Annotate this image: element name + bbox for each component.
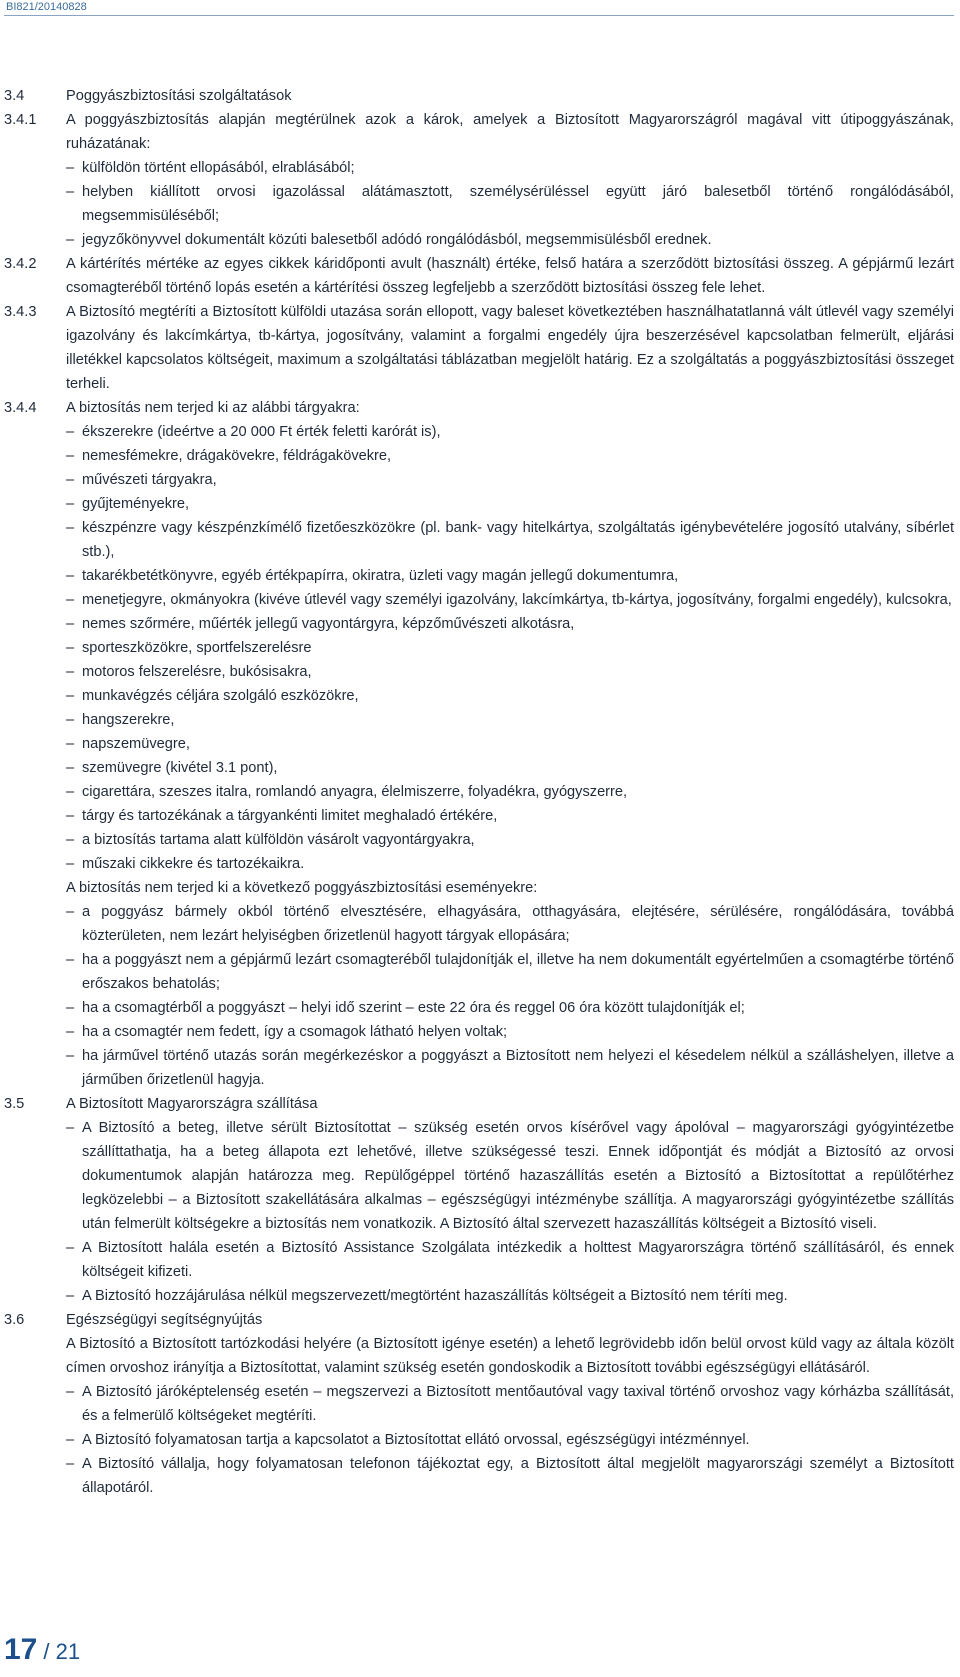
dash-bullet: – (66, 1288, 75, 1304)
dash-bullet: – (66, 760, 75, 776)
page-footer (4, 1633, 80, 1667)
list-item-text: ha járművel történő utazás során megérkezéskor a poggyászt a Biztosított nem helyezi el késedelem nélkül a szálláshelyen, illetve a járműben őrizetlenül hagyja. (82, 1048, 954, 1088)
document-body (4, 84, 954, 1500)
list-item-text: hangszerekre, (82, 712, 175, 728)
list-item (4, 708, 954, 732)
dash-bullet: – (66, 1384, 75, 1400)
section-heading (4, 1308, 954, 1332)
list-item (4, 828, 954, 852)
list-item (4, 516, 954, 564)
list-item-text: a biztosítás tartama alatt külföldön vásárolt vagyontárgyakra, (82, 832, 475, 848)
section-text: A poggyászbiztosítás alapján megtérülnek azok a károk, amelyek a Biztosított Magyarországról magával vitt útipoggyászának, ruházatának: (66, 112, 954, 152)
list-item-text: a poggyász bármely okból történő elvesztésére, elhagyására, otthagyására, elejtésére, sérülésére, rongálódására, továbbá közterületen, nem lezárt helyiségben őrizetlenül hagyott tárgyak ellopására; (82, 904, 954, 944)
list-item (4, 1284, 954, 1308)
list-item-text: A Biztosító hozzájárulása nélkül megszervezett/megtörtént hazaszállítás költségeit a Biztosító nem téríti meg. (82, 1288, 788, 1304)
dash-bullet: – (66, 736, 75, 752)
paragraph: A Biztosító a Biztosított tartózkodási helyére (a Biztosított igénye esetén) a lehető legrövidebb időn belül orvost küld vagy az általa közölt címen orvoshoz irányítja a Biztosítottat, valamint szükség esetén gondoskodik a Biztosított további egészségügyi ellátásáról. (66, 1336, 954, 1376)
dash-bullet: – (66, 520, 75, 536)
list-item (4, 420, 954, 444)
list-item-text: menetjegyre, okmányokra (kivéve útlevél vagy személyi igazolvány, lakcímkártya, tb-kártya, jogosítvány, forgalmi engedély), kulcsokra, (82, 592, 952, 608)
dash-bullet: – (66, 1048, 75, 1064)
dash-bullet: – (66, 808, 75, 824)
section-text: A kártérítés mértéke az egyes cikkek káridőponti avult (használt) értéke, felső határa a szerződött biztosítási összeg. A gépjármű lezárt csomagteréből történő lopás esetén a kártérítési összeg legfeljebb a szerződött biztosítási összeg fele lehet. (66, 256, 954, 296)
list-item-text: munkavégzés céljára szolgáló eszközökre, (82, 688, 359, 704)
dash-bullet: – (66, 712, 75, 728)
document-code: BI821/20140828 (6, 1, 87, 13)
list-item-text: jegyzőkönyvvel dokumentált közúti balesetből adódó rongálódásból, megsemmisülésből erednek. (82, 232, 712, 248)
dash-bullet: – (66, 904, 75, 920)
list-item-text: A Biztosító folyamatosan tartja a kapcsolatot a Biztosítottat ellátó orvossal, egészségügyi intézménnyel. (82, 1432, 750, 1448)
list-item (4, 684, 954, 708)
list-item-text: A Biztosító a beteg, illetve sérült Biztosítottat – szükség esetén orvos kísérővel vagy ápolóval – magyarországi gyógyintézetbe szállíttathatja, ha a beteg állapota ezt lehetővé, illetve szükségessé teszi. Ennek időpontját és módját a Biztosító az orvosi dokumentumok alapján határozza meg. Repülőgéppel történő hazaszállítás esetén a Biztosító a Biztosítottat a repülőtérhez legközelebbi – a Biztosított szakellátására alkalmas – egészségügyi intézménybe szállítja. A magyarországi gyógyintézetbe szállítás után felmerült költségekre a biztosítás nem vonatkozik. A Biztosító által szervezett hazaszállítás költségeit a Biztosító viseli. (82, 1120, 954, 1232)
dash-bullet: – (66, 640, 75, 656)
section-heading (4, 300, 954, 396)
list-item-text: ha a csomagtér nem fedett, így a csomagok látható helyen voltak; (82, 1024, 508, 1040)
list-item-text: ha a csomagtérből a poggyászt – helyi idő szerint – este 22 óra és reggel 06 óra között tulajdonítják el; (82, 1000, 745, 1016)
list-item (4, 468, 954, 492)
list-item (4, 852, 954, 876)
section-text: Poggyászbiztosítási szolgáltatások (66, 88, 292, 104)
list-item (4, 1236, 954, 1284)
list-item (4, 636, 954, 660)
list-item (4, 588, 954, 612)
list-item-text: helyben kiállított orvosi igazolással alátámasztott, személysérüléssel együtt járó balesetből történő rongálódásából, megsemmisüléséből; (82, 184, 954, 224)
list-item (4, 444, 954, 468)
section-heading (4, 84, 954, 108)
list-item (4, 732, 954, 756)
dash-bullet: – (66, 160, 75, 176)
section-heading (4, 396, 954, 420)
section-number: 3.5 (4, 1096, 25, 1112)
list-item-text: napszemüvegre, (82, 736, 190, 752)
section-text: A biztosítás nem terjed ki az alábbi tárgyakra: (66, 400, 360, 416)
section-heading (4, 1092, 954, 1116)
list-item (4, 756, 954, 780)
list-item (4, 1380, 954, 1428)
dash-bullet: – (66, 184, 75, 200)
list-item (4, 492, 954, 516)
list-item (4, 804, 954, 828)
dash-bullet: – (66, 856, 75, 872)
list-item-text: motoros felszerelésre, bukósisakra, (82, 664, 312, 680)
list-item (4, 228, 954, 252)
list-item-text: cigarettára, szeszes italra, romlandó anyagra, élelmiszerre, folyadékra, gyógyszerre, (82, 784, 628, 800)
section-text: A Biztosított Magyarországra szállítása (66, 1096, 318, 1112)
list-item (4, 612, 954, 636)
list-item (4, 1452, 954, 1500)
dash-bullet: – (66, 448, 75, 464)
list-item (4, 564, 954, 588)
dash-bullet: – (66, 496, 75, 512)
dash-bullet: – (66, 568, 75, 584)
section-text: Egészségügyi segítségnyújtás (66, 1312, 263, 1328)
dash-bullet: – (66, 1432, 75, 1448)
section-number: 3.6 (4, 1312, 25, 1328)
dash-bullet: – (66, 832, 75, 848)
list-item-text: művészeti tárgyakra, (82, 472, 217, 488)
list-item-text: műszaki cikkekre és tartozékaikra. (82, 856, 305, 872)
dash-bullet: – (66, 784, 75, 800)
list-item (4, 1116, 954, 1236)
list-item-text: A Biztosított halála esetén a Biztosító Assistance Szolgálata intézkedik a holttest Magyarországra történő szállításáról, és ennek költségeit kifizeti. (82, 1240, 954, 1280)
section-heading (4, 108, 954, 156)
paragraph: A biztosítás nem terjed ki a következő poggyászbiztosítási eseményekre: (66, 880, 538, 896)
list-item-text: szemüvegre (kivétel 3.1 pont), (82, 760, 278, 776)
section-number: 3.4.1 (4, 112, 37, 128)
list-item (4, 660, 954, 684)
dash-bullet: – (66, 424, 75, 440)
dash-bullet: – (66, 1000, 75, 1016)
section-number: 3.4.3 (4, 304, 37, 320)
dash-bullet: – (66, 1024, 75, 1040)
list-item (4, 996, 954, 1020)
list-item (4, 156, 954, 180)
list-item (4, 1044, 954, 1092)
list-item-text: A Biztosító járóképtelenség esetén – megszervezi a Biztosított mentőautóval vagy taxival történő orvoshoz vagy kórházba szállítását, és a felmerülő költségeket megtéríti. (82, 1384, 954, 1424)
list-item-text: gyűjteményekre, (82, 496, 190, 512)
list-item-text: takarékbetétkönyvre, egyéb értékpapírra, okiratra, üzleti vagy magán jellegű dokumentumra, (82, 568, 679, 584)
list-item-text: nemes szőrmére, műérték jellegű vagyontárgyra, képzőművészeti alkotásra, (82, 616, 575, 632)
dash-bullet: – (66, 592, 75, 608)
dash-bullet: – (66, 232, 75, 248)
section-number: 3.4.4 (4, 400, 37, 416)
list-item-text: nemesfémekre, drágakövekre, féldrágakövekre, (82, 448, 392, 464)
list-item-text: külföldön történt ellopásából, elrablásából; (82, 160, 355, 176)
list-item (4, 1428, 954, 1452)
page-total: / 21 (43, 1639, 81, 1664)
dash-bullet: – (66, 1456, 75, 1472)
dash-bullet: – (66, 664, 75, 680)
section-text: A Biztosító megtéríti a Biztosított külföldi utazása során ellopott, vagy baleset következtében használhatatlanná vált útlevél vagy személyi igazolvány és lakcímkártya, tb-kártya, jogosítvány, valamint a forgalmi engedély újra beszerzésével kapcsolatban felmerült, eljárási illetékkel kapcsolatos költségeit, maximum a szolgáltatási táblázatban megjelölt határig. Ez a szolgáltatás a poggyászbiztosítási összeget terheli. (66, 304, 954, 392)
list-item-text: ékszerekre (ideértve a 20 000 Ft érték feletti karórát is), (82, 424, 441, 440)
list-item-text: sporteszközökre, sportfelszerelésre (82, 640, 312, 656)
dash-bullet: – (66, 952, 75, 968)
list-item (4, 900, 954, 948)
section-heading (4, 252, 954, 300)
list-item-text: A Biztosító vállalja, hogy folyamatosan telefonon tájékoztat egy, a Biztosított által megjelölt magyarországi személyt a Biztosított állapotáról. (82, 1456, 954, 1496)
dash-bullet: – (66, 1240, 75, 1256)
section-number: 3.4 (4, 88, 25, 104)
list-item (4, 1020, 954, 1044)
page-number: 17 (4, 1633, 38, 1666)
list-item (4, 780, 954, 804)
list-item-text: készpénzre vagy készpénzkímélő fizetőeszközökre (pl. bank- vagy hitelkártya, szolgáltatás igénybevételére jogosító utalvány, síbérlet stb.), (82, 520, 954, 560)
list-item (4, 180, 954, 228)
list-item-text: ha a poggyászt nem a gépjármű lezárt csomagteréből tulajdonítják el, illetve ha nem dokumentált egyértelműen a csomagtérbe történő erőszakos behatolás; (82, 952, 954, 992)
page-header (4, 0, 954, 16)
dash-bullet: – (66, 472, 75, 488)
dash-bullet: – (66, 688, 75, 704)
dash-bullet: – (66, 1120, 75, 1136)
dash-bullet: – (66, 616, 75, 632)
section-number: 3.4.2 (4, 256, 37, 272)
list-item-text: tárgy és tartozékának a tárgyankénti limitet meghaladó értékére, (82, 808, 498, 824)
list-item (4, 948, 954, 996)
